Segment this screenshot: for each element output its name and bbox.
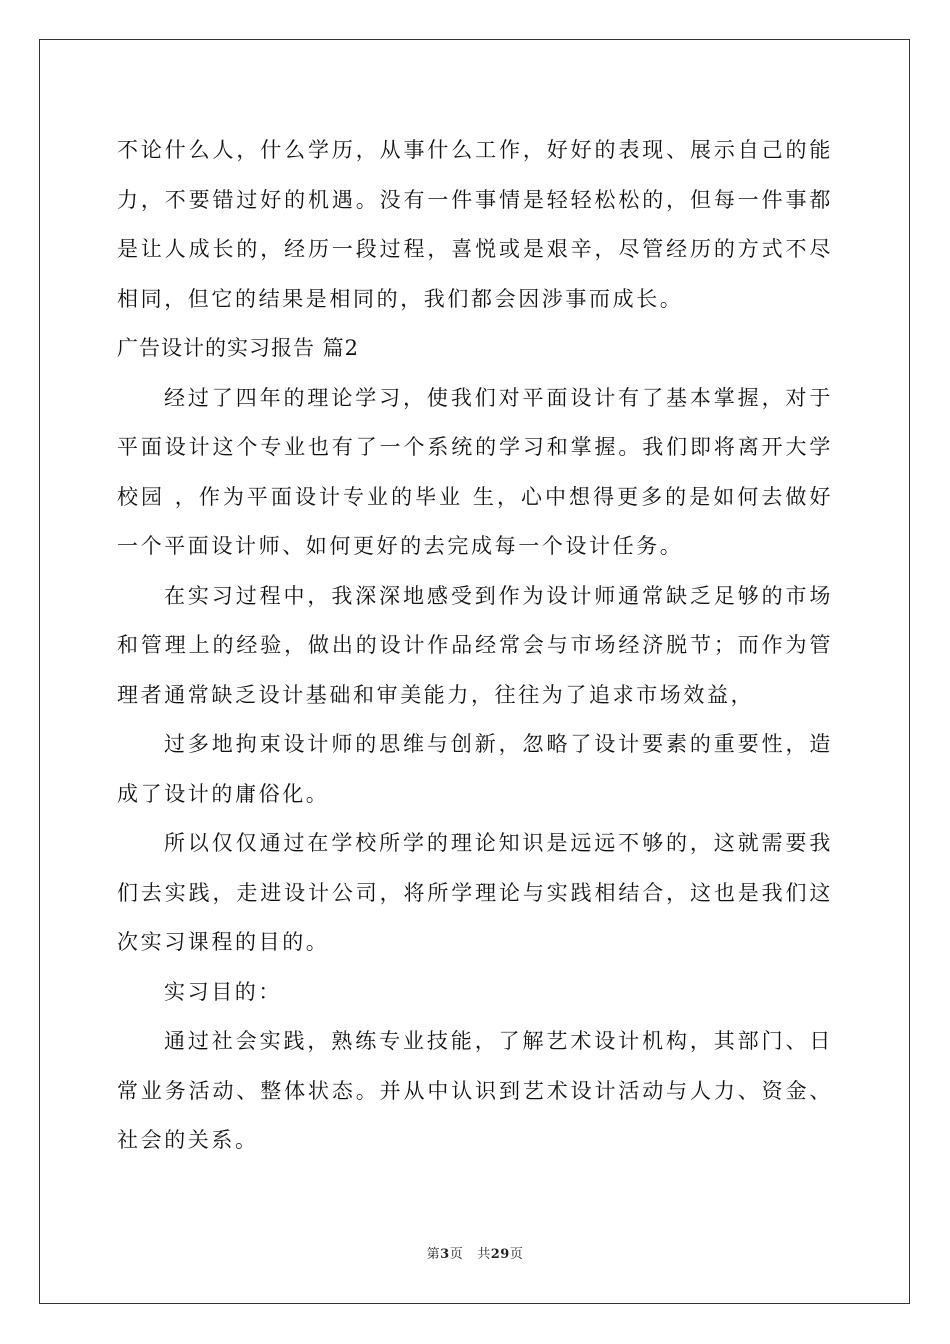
page-suffix: 页	[449, 1247, 464, 1262]
paragraph: 在实习过程中，我深深地感受到作为设计师通常缺乏足够的市场和管理上的经验，做出的设计作品经常会与市场经济脱节；而作为管理者通常缺乏设计基础和审美能力，往往为了追求市场效益，	[117, 583, 833, 707]
page-total: 29	[490, 1247, 510, 1262]
paragraph: 实习目的：	[164, 979, 282, 1004]
paragraph: 通过社会实践，熟练专业技能，了解艺术设计机构，其部门、日常业务活动、整体状态。并从中认识到艺术设计活动与人力、资金、社会的关系。	[117, 1029, 833, 1152]
paragraph: 过多地拘束设计师的思维与创新，忽略了设计要素的重要性，造成了设计的庸俗化。	[117, 732, 833, 806]
paragraph: 所以仅仅通过在学校所学的理论知识是远远不够的，这就需要我们去实践，走进设计公司，将所学理论与实践相结合，这也是我们这次实习课程的目的。	[117, 831, 833, 954]
page-current: 3	[440, 1247, 450, 1262]
paragraph: 不论什么人，什么学历，从事什么工作，好好的表现、展示自己的能力，不要错过好的机遇。没有一件事情是轻轻松松的，但每一件事都是让人成长的，经历一段过程，喜悦或是艰辛，尽管经历的方式不尽相同，但它的结果是相同的，我们都会因涉事而成长。	[117, 138, 833, 311]
document-body	[117, 126, 833, 1166]
total-suffix: 页	[509, 1247, 524, 1262]
page-prefix: 第	[426, 1247, 441, 1262]
paragraph: 经过了四年的理论学习，使我们对平面设计有了基本掌握，对于平面设计这个专业也有了一个系统的学习和掌握。我们即将离开大学校园 ，作为平面设计专业的毕业 生，心中想得更多的是如何去做好一个平面设计师、如何更好的去完成每一个设计任务。	[117, 385, 833, 558]
total-prefix: 共	[477, 1247, 491, 1262]
section-heading: 广告设计的实习报告 篇2	[117, 336, 360, 360]
page-footer	[0, 1243, 950, 1262]
